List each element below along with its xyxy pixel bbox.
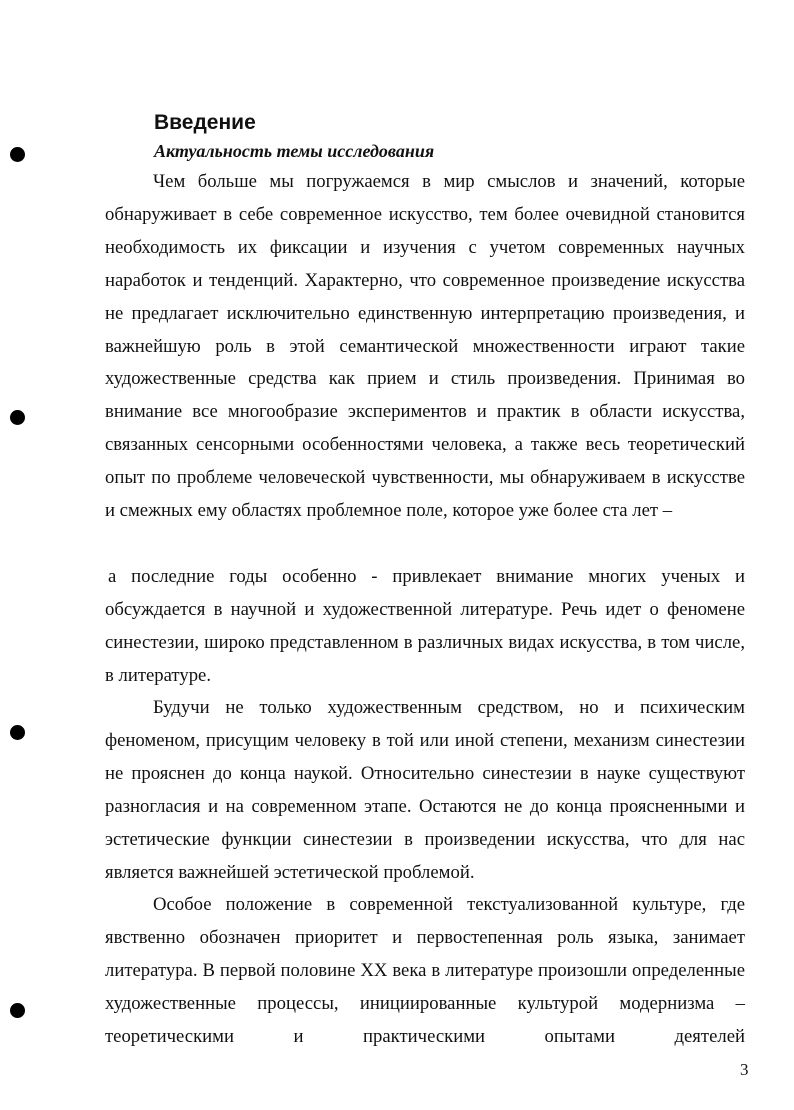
binder-hole bbox=[10, 410, 25, 425]
paragraph-3: Будучи не только художественным средством, но и психическим феноменом, присущим человеку в той или иной степени, механизм синестезии не прояснен до конца наукой. Относительно синестезии в науке существуют разногласия и на современном этапе. Остаются не до конца проясненными и эстетические функции синестезии в произведении искусства, что для нас является важнейшей эстетической проблемой. bbox=[105, 697, 745, 883]
binder-hole bbox=[10, 1003, 25, 1018]
paragraph-2: а последние годы особенно - привлекает внимание многих ученых и обсуждается в научной и художественной литературе. Речь идет о феномене синестезии, широко представленном в различных видах искусства, в том числе, в литературе. bbox=[105, 566, 745, 686]
binder-hole bbox=[10, 725, 25, 740]
page-number: 3 bbox=[740, 1060, 749, 1079]
page-title: Введение bbox=[154, 111, 256, 134]
binder-hole bbox=[10, 147, 25, 162]
paragraph-1: Чем больше мы погружаемся в мир смыслов и значений, которые обнаруживает в себе современное искусство, тем более очевидной становится необходимость их фиксации и изучения с учетом современных научных наработок и тенденций. Характерно, что современное произведение искусства не предлагает исключительно единственную интерпретацию произведения, и важнейшую роль в этой семантической множественности играют такие художественные средства как прием и стиль произведения. Принимая во внимание все многообразие экспериментов и практик в области искусства, связанных сенсорными особенностями человека, а также весь теоретический опыт по проблеме человеческой чувственности, мы обнаруживаем в искусстве и смежных ему областях проблемное поле, которое уже более ста лет – bbox=[105, 171, 745, 522]
paragraph-4: Особое положение в современной текстуализованной культуре, где явственно обозначен приоритет и первостепенная роль языка, занимает литература. В первой половине XX века в литературе произошли определенные художественные процессы, инициированные культурой модернизма – теоретическими и практическими опытами деятелей bbox=[105, 894, 745, 1047]
section-subtitle: Актуальность темы исследования bbox=[154, 141, 435, 161]
